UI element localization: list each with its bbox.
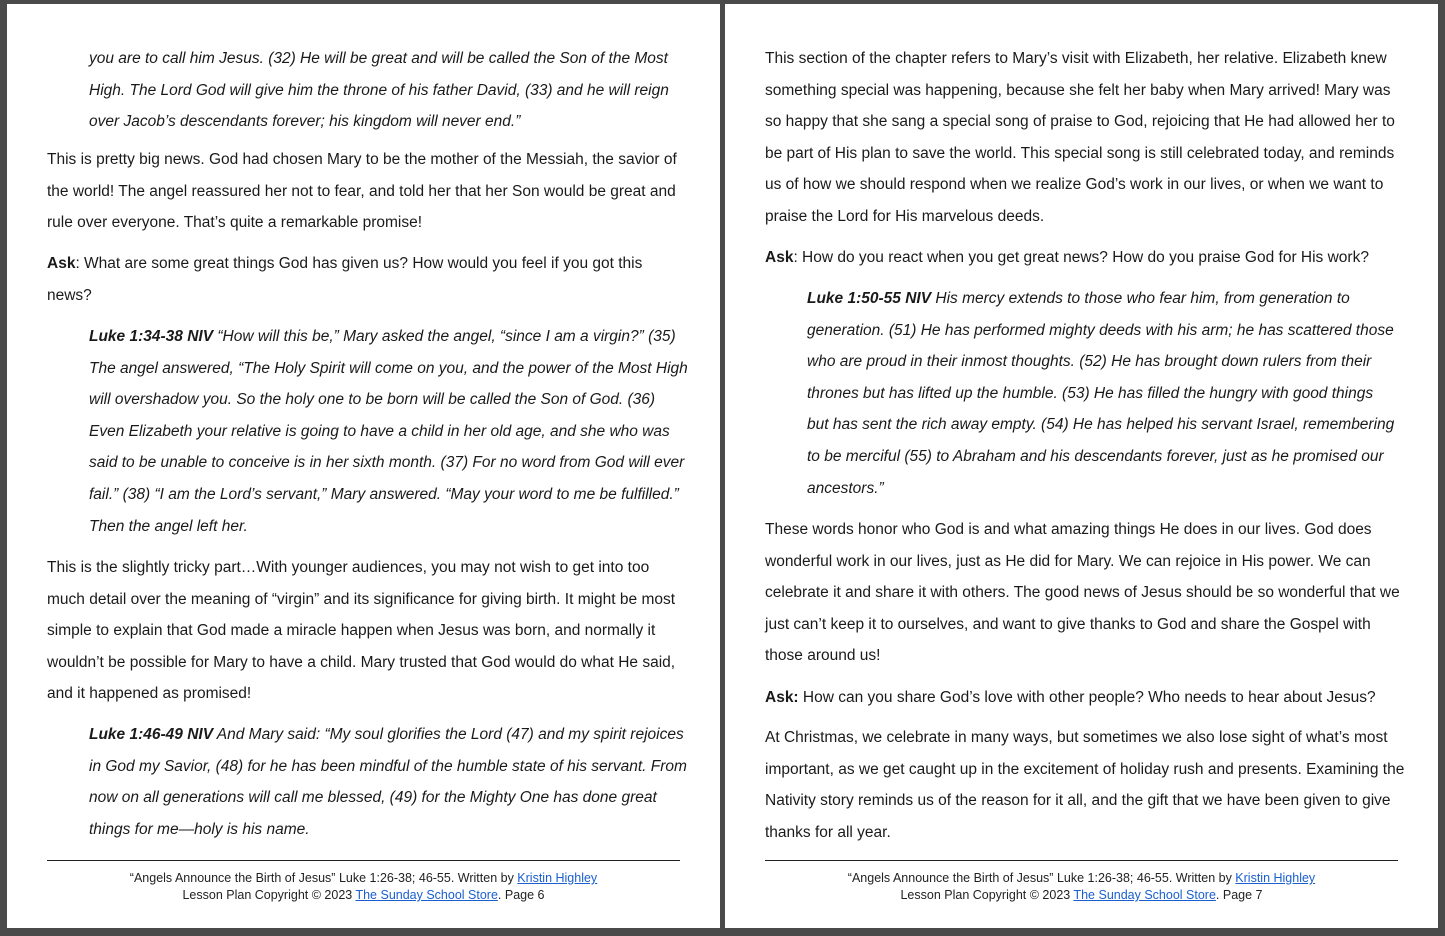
body-paragraph: This is the slightly tricky part…With younger audiences, you may not wish to get into too much detail over the meaning of “virgin” and its significance for giving birth. It might be most simple to explain that God made a miracle happen when Jesus was born, and normally it wouldn’t be possible for Mary to have a child. Mary trusted that God would do what He said, and it happened as promised! bbox=[47, 559, 676, 703]
scripture-passage bbox=[89, 321, 689, 542]
ask-text: How can you share God’s love with other people? Who needs to hear about Jesus? bbox=[798, 689, 1376, 706]
ask-question bbox=[765, 242, 1405, 274]
ask-text: : What are some great things God has given us? How would you feel if you got this news? bbox=[47, 255, 643, 304]
body-paragraph: These words honor who God is and what amazing things He does in our lives. God does wonderful work in our lives, just as He did for Mary. We can rejoice in His power. We can celebrate it and share it with others. The good news of Jesus should be so wonderful that we just can’t keep it to ourselves, and want to give thanks to God and share the Gospel with those around us! bbox=[765, 521, 1400, 665]
scripture-text: His mercy extends to those who fear him, from generation to generation. (51) He has performed mighty deeds with his arm; he has scattered those who are proud in their inmost thoughts. (52) He has brought down rulers from their thrones but has lifted up the humble. (53) He has filled the hungry with good things but has sent the rich away empty. (54) He has helped his servant Israel, remembering to be merciful (55) to Abraham and his descendants forever, just as he promised our ancestors.” bbox=[807, 290, 1395, 497]
footer-title: “Angels Announce the Birth of Jesus” Luke 1:26-38; 46-55. Written by bbox=[129, 871, 518, 885]
body-paragraph: At Christmas, we celebrate in many ways, but sometimes we also lose sight of what’s most important, as we get caught up in the excitement of holiday rush and presents. Examining the Nativity story reminds us of the reason for it all, and the gift that we have been given to give thanks for all year. bbox=[765, 729, 1405, 841]
page-number: . Page 6 bbox=[497, 888, 545, 902]
store-link[interactable]: The Sunday School Store bbox=[355, 888, 498, 902]
body-paragraph: This is pretty big news. God had chosen Mary to be the mother of the Messiah, the savior of the world! The angel reassured her not to fear, and told her that her Son would be great and rule over everyone. That’s quite a remarkable promise! bbox=[47, 151, 677, 232]
ask-question bbox=[765, 682, 1405, 714]
scripture-passage bbox=[807, 283, 1397, 504]
scripture-passage bbox=[89, 719, 689, 845]
scripture-text: And Mary said: “My soul glorifies the Lord (47) and my spirit rejoices in God my Savior, (48) for he has been mindful of the humble state of his servant. From now on all generations will call me blessed, (49) for the Mighty One has done great things for me—holy is his name. bbox=[89, 726, 687, 838]
scripture-reference: Luke 1:50-55 NIV bbox=[807, 290, 932, 307]
ask-label: Ask: bbox=[765, 689, 799, 706]
scripture-text: “How will this be,” Mary asked the angel, “since I am a virgin?” (35) The angel answered, “The Holy Spirit will come on you, and the power of the Most High will overshadow you. So the holy one to be born will be called the Son of God. (36) Even Elizabeth your relative is going to have a child in her old age, and she who was said to be unable to conceive is in her sixth month. (37) For no word from God will ever fail.” (38) “I am the Lord’s servant,” Mary answered. “May your word to me be fulfilled.” Then the angel left her. bbox=[89, 328, 688, 535]
page-number: . Page 7 bbox=[1215, 888, 1263, 902]
scripture-reference: Luke 1:46-49 NIV bbox=[89, 726, 214, 743]
ask-text: : How do you react when you get great news? How do you praise God for His work? bbox=[793, 249, 1369, 266]
author-link[interactable]: Kristin Highley bbox=[517, 871, 598, 885]
page-6 bbox=[7, 4, 720, 928]
ask-question bbox=[47, 248, 687, 311]
footer-divider bbox=[765, 860, 1398, 861]
footer-divider bbox=[47, 860, 680, 861]
author-link[interactable]: Kristin Highley bbox=[1235, 871, 1316, 885]
ask-label: Ask bbox=[765, 249, 794, 266]
footer-title: “Angels Announce the Birth of Jesus” Luke 1:26-38; 46-55. Written by bbox=[847, 871, 1236, 885]
page-footer bbox=[765, 870, 1398, 904]
page-7 bbox=[725, 4, 1438, 928]
store-link[interactable]: The Sunday School Store bbox=[1073, 888, 1216, 902]
page-footer bbox=[47, 870, 680, 904]
scripture-continuation: you are to call him Jesus. (32) He will be great and will be called the Son of the Most High. The Lord God will give him the throne of his father David, (33) and he will reign over Jacob’s descendants forever; his kingdom will never end.” bbox=[89, 50, 669, 131]
footer-copyright: Lesson Plan Copyright © 2023 bbox=[900, 888, 1074, 902]
body-paragraph: This section of the chapter refers to Mary’s visit with Elizabeth, her relative. Elizabeth knew something special was happening, because she felt her baby when Mary arrived! Mary was so happy that she sang a special song of praise to God, rejoicing that He had allowed her to be part of His plan to save the world. This special song is still celebrated today, and reminds us of how we should respond when we realize God’s work in our lives, or when we want to praise the Lord for His marvelous deeds. bbox=[765, 50, 1395, 225]
ask-label: Ask bbox=[47, 255, 76, 272]
scripture-reference: Luke 1:34-38 NIV bbox=[89, 328, 214, 345]
footer-copyright: Lesson Plan Copyright © 2023 bbox=[182, 888, 356, 902]
